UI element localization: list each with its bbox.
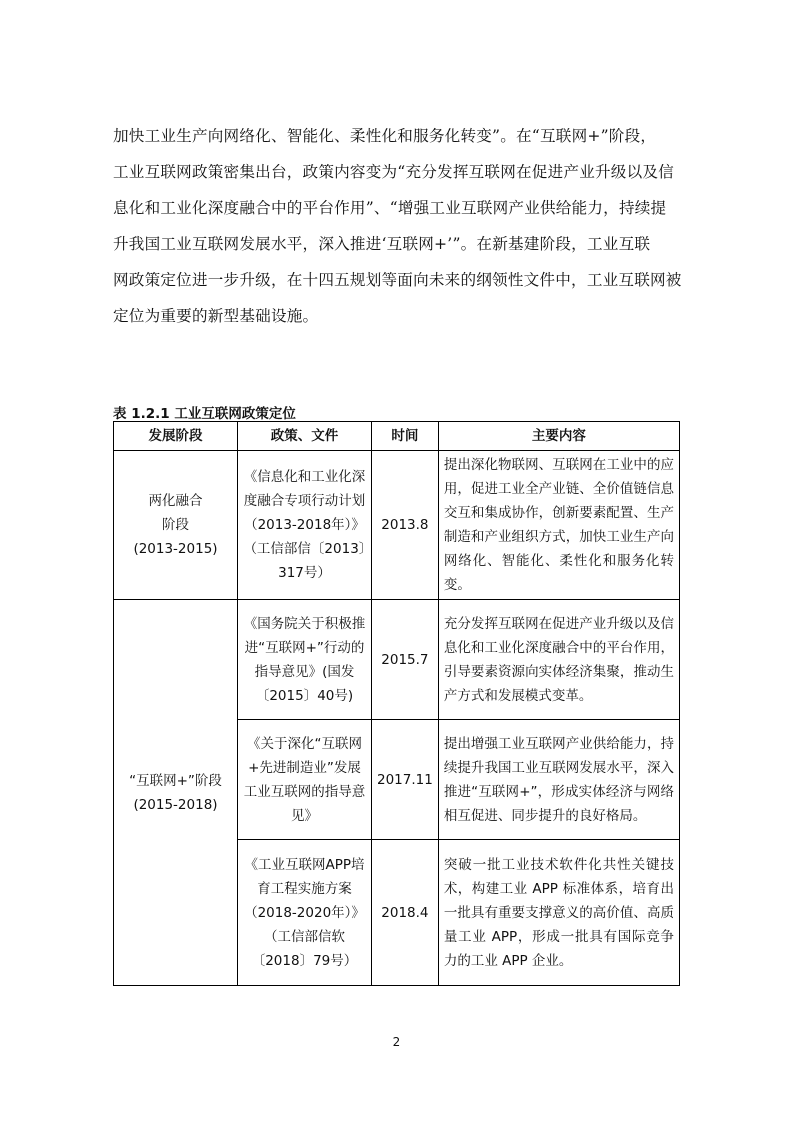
content-cell: 提出增强工业互联网产业供给能力，持续提升我国工业互联网发展水平，深入推进“互联网+”，形成实体经济与网络相互促进、同步提升的良好格局。 [438,720,679,840]
content-cell: 提出深化物联网、互联网在工业中的应用，促进工业全产业链、全价值链信息交互和集成协作，创新要素配置、生产制造和产业组织方式，加快工业生产向网络化、智能化、柔性化和服务化转变。 [438,451,679,600]
time-cell: 2017.11 [372,720,439,840]
time-cell: 2013.8 [372,451,439,600]
policy-table [113,421,680,986]
header-stage: 发展阶段 [114,422,238,451]
stage-cell: “互联网+”阶段 (2015-2018) [114,600,238,986]
policy-cell: 《关于深化“互联网+先进制造业”发展工业互联网的指导意见》 [238,720,372,840]
time-cell: 2015.7 [372,600,439,720]
table-row [114,451,680,600]
content-cell: 充分发挥互联网在促进产业升级以及信息化和工业化深度融合中的平台作用，引导要素资源向实体经济集聚，推动生产方式和发展模式变革。 [438,600,679,720]
paragraph-line: 息化和工业化深度融合中的平台作用”、“增强工业互联网产业供给能力，持续提 [113,199,667,217]
content-cell: 突破一批工业技术软件化共性关键技术，构建工业 APP 标准体系，培育出一批具有重要支撑意义的高价值、高质量工业 APP，形成一批具有国际竞争力的工业 APP 企业。 [438,840,679,986]
paragraph-line: 加快工业生产向网络化、智能化、柔性化和服务化转变”。在“互联网+”阶段， [113,127,657,145]
table-row [114,600,680,720]
body-paragraph [113,118,683,334]
policy-cell: 《信息化和工业化深度融合专项行动计划（2013-2018年）》（工信部信〔2013〕317号） [238,451,372,600]
table-caption: 表 1.2.1 工业互联网政策定位 [113,406,296,422]
header-time: 时间 [372,422,439,451]
stage-cell: 两化融合 阶段 (2013-2015) [114,451,238,600]
header-content: 主要内容 [438,422,679,451]
paragraph-line: 工业互联网政策密集出台，政策内容变为“充分发挥互联网在促进产业升级以及信 [113,163,674,181]
paragraph-line: 升我国工业互联网发展水平，深入推进‘互联网+’”。在新基建阶段，工业互联 [113,235,651,253]
policy-cell: 《国务院关于积极推进“互联网+”行动的指导意见》(国发〔2015〕40号) [238,600,372,720]
paragraph-line: 网政策定位进一步升级，在十四五规划等面向未来的纲领性文件中，工业互联网被 [113,271,682,289]
table-header-row [114,422,680,451]
policy-cell: 《工业互联网APP培育工程实施方案（2018-2020年）》（工信部信软〔2018〕79号） [238,840,372,986]
paragraph-line: 定位为重要的新型基础设施。 [113,307,319,325]
time-cell: 2018.4 [372,840,439,986]
page-number: 2 [392,1035,401,1049]
header-policy: 政策、文件 [238,422,372,451]
